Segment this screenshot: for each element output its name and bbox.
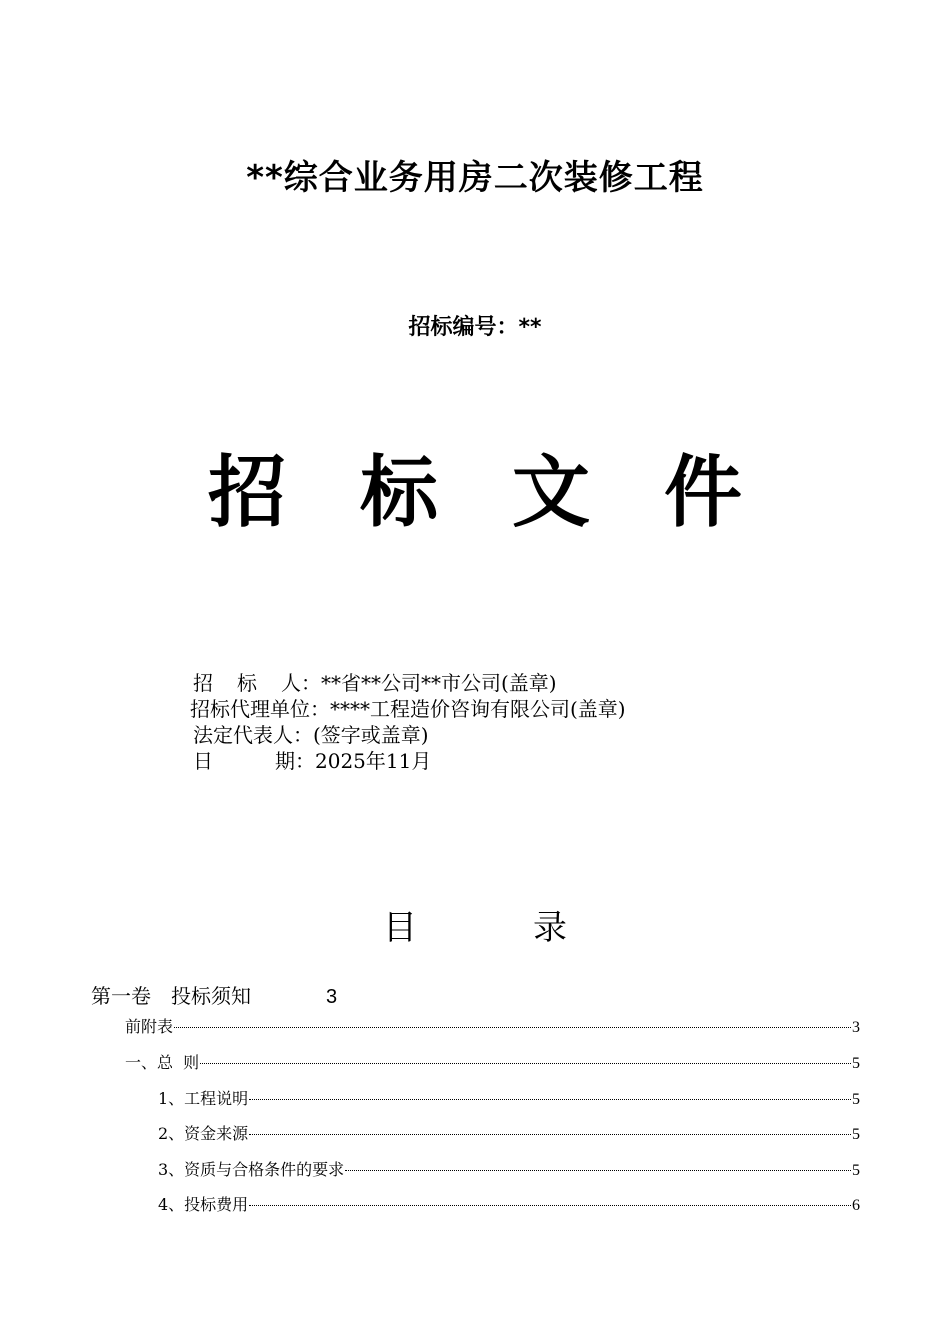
toc-entry-page: 5 [852, 1126, 860, 1143]
toc-entry-label: 一、总 则 [125, 1053, 200, 1072]
agent-row [190, 696, 840, 722]
toc-entry-label: 1、工程说明 [158, 1089, 249, 1108]
toc-entry-label: 4、投标费用 [158, 1195, 249, 1214]
toc-leader-dots [345, 1170, 851, 1171]
toc-entry-page: 5 [852, 1091, 860, 1108]
toc-entry-label: 3、资质与合格条件的要求 [158, 1160, 345, 1179]
toc-leader-dots [249, 1205, 851, 1206]
toc-entry-page: 3 [852, 1019, 860, 1036]
toc-entry[interactable] [125, 1050, 860, 1074]
toc-volume-label: 第一卷 投标须知 [91, 986, 251, 1008]
toc-entry[interactable] [125, 1014, 860, 1038]
toc-heading [0, 900, 950, 949]
toc-leader-dots [200, 1063, 851, 1064]
agent-value: ****工程造价咨询有限公司(盖章) [330, 697, 626, 721]
date-label [193, 748, 315, 774]
toc-entry-page: 6 [852, 1197, 860, 1214]
label-char: 招 [193, 671, 213, 695]
document-title-char: 招 [207, 448, 286, 538]
tenderer-label [193, 670, 321, 696]
label-char: 标 [237, 671, 257, 695]
toc-leader-dots [174, 1027, 851, 1028]
toc-entry[interactable] [158, 1192, 860, 1216]
tender-info-block [190, 670, 840, 774]
toc-entry-page: 5 [852, 1055, 860, 1072]
date-row [190, 748, 840, 774]
toc-entry-label: 2、资金来源 [158, 1124, 249, 1143]
bid-number: 招标编号：** [408, 315, 542, 340]
toc-entry-page: 5 [852, 1162, 860, 1179]
project-title: **综合业务用房二次装修工程 [246, 158, 704, 198]
document-title [0, 430, 950, 542]
label-char: 人： [281, 671, 321, 695]
date-value: 2025年11月 [315, 749, 432, 773]
tenderer-row [190, 670, 840, 696]
toc-leader-dots [249, 1134, 851, 1135]
document-title-char: 件 [664, 448, 743, 538]
legal-rep-row [190, 722, 840, 748]
legal-rep-label: 法定代表人： [193, 723, 313, 747]
toc-heading-char: 目 [383, 908, 417, 948]
toc-heading-char: 录 [533, 908, 567, 948]
label-char: 日 [193, 749, 213, 773]
toc-leader-dots [249, 1099, 851, 1100]
agent-label: 招标代理单位： [190, 697, 330, 721]
toc-entry-label: 前附表 [125, 1017, 174, 1036]
toc-volume-entry[interactable] [91, 980, 337, 1009]
legal-rep-value: (签字或盖章) [313, 723, 429, 747]
document-title-char: 文 [512, 448, 591, 538]
toc-volume-page: 3 [326, 986, 338, 1008]
toc-entry[interactable] [158, 1121, 860, 1145]
document-title-char: 标 [359, 448, 438, 538]
label-char: 期： [275, 749, 315, 773]
toc-entry[interactable] [158, 1157, 860, 1181]
toc-entry[interactable] [158, 1086, 860, 1110]
tenderer-value: **省**公司**市公司(盖章) [321, 671, 557, 695]
